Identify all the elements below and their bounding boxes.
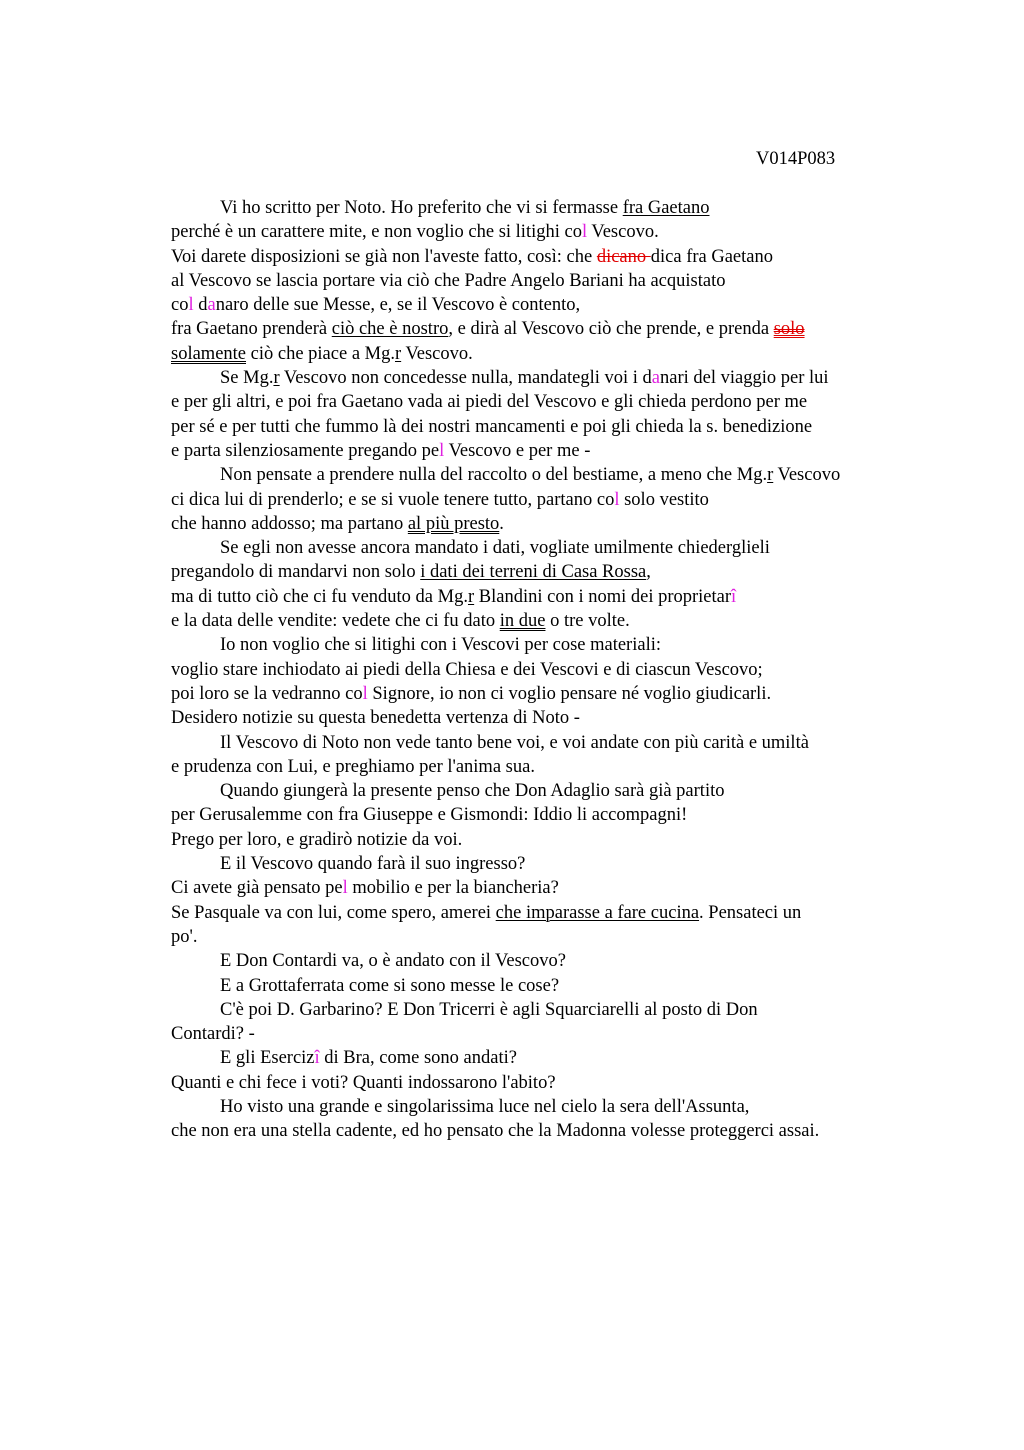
- text-segment: Vescovo non concedesse nulla, mandategli voi i d: [279, 368, 652, 389]
- text-line: [171, 852, 951, 876]
- text-line: [171, 731, 951, 755]
- underlined-text: che imparasse a fare cucina: [495, 902, 700, 923]
- text-line: [171, 901, 951, 925]
- text-line: [171, 317, 951, 341]
- text-line: [171, 609, 951, 633]
- inserted-letter: î: [314, 1048, 320, 1069]
- text-segment: e parta silenziosamente pregando pe: [171, 440, 440, 461]
- text-segment: Ci avete già pensato pe: [171, 878, 343, 899]
- text-line: [171, 949, 951, 973]
- text-line: [171, 293, 951, 317]
- text-line: [171, 366, 951, 390]
- text-segment: e prudenza con Lui, e preghiamo per l'anima sua.: [171, 756, 535, 777]
- text-line: [171, 828, 951, 852]
- text-segment: naro delle sue Messe, e, se il Vescovo è contento,: [215, 295, 581, 316]
- text-segment: Se Mg.: [220, 368, 274, 389]
- text-segment: dica fra Gaetano: [650, 246, 773, 267]
- text-line: [171, 803, 951, 827]
- text-line: [171, 876, 951, 900]
- text-segment: Desidero notizie su questa benedetta vertenza di Noto -: [171, 708, 580, 729]
- underlined-text: r: [394, 343, 402, 364]
- text-segment: Vescovo: [773, 465, 841, 486]
- underlined-text: r: [273, 368, 280, 389]
- text-segment: ci dica lui di prenderlo; e se si vuole tenere tutto, partano co: [171, 489, 615, 510]
- inserted-letter: î: [731, 586, 737, 607]
- text-line: [171, 974, 951, 998]
- text-line: [171, 706, 951, 730]
- text-line: [171, 342, 951, 366]
- text-line: [171, 1046, 951, 1070]
- text-line: [171, 560, 951, 584]
- text-segment: Il Vescovo di Noto non vede tanto bene voi, e voi andate con più carità e umiltà: [220, 732, 809, 753]
- text-segment: ,: [646, 562, 651, 583]
- text-segment: Signore, io non ci voglio pensare né voglio giudicarli.: [367, 683, 772, 704]
- text-segment: Se Pasquale va con lui, come spero, amerei: [171, 902, 496, 923]
- text-segment: E il Vescovo quando farà il suo ingresso?: [220, 854, 526, 875]
- text-segment: C'è poi D. Garbarino? E Don Tricerri è agli Squarciarelli al posto di Don: [220, 999, 758, 1020]
- text-segment: o tre volte.: [545, 611, 630, 632]
- text-segment: pregandolo di mandarvi non solo: [171, 562, 421, 583]
- underlined-text: fra Gaetano: [622, 198, 710, 218]
- text-segment: E Don Contardi va, o è andato con il Vescovo?: [220, 951, 566, 972]
- text-segment: E gli Eserciz: [220, 1048, 315, 1069]
- text-segment: e per gli altri, e poi fra Gaetano vada ai piedi del Vescovo e gli chieda perdono per me: [171, 392, 808, 413]
- text-segment: Quanti e chi fece i voti? Quanti indossarono l'abito?: [171, 1072, 556, 1093]
- text-segment: Vescovo.: [587, 222, 659, 243]
- text-segment: Non pensate a prendere nulla del raccolto o del bestiame, a meno che Mg.: [220, 465, 768, 486]
- inserted-letter: l: [614, 489, 620, 510]
- inserted-letter: l: [439, 440, 445, 461]
- text-segment: ciò che piace a Mg.: [246, 343, 395, 364]
- text-segment: che hanno addosso; ma partano: [171, 513, 408, 534]
- double-underlined-text: in due: [499, 611, 546, 632]
- underlined-text: r: [467, 586, 475, 607]
- text-line: [171, 536, 951, 560]
- double-underlined-text: al più presto: [407, 513, 500, 534]
- text-segment: Vescovo.: [401, 343, 473, 364]
- inserted-letter: a: [651, 368, 660, 389]
- text-segment: Io non voglio che si litighi con i Vescovi per cose materiali:: [220, 635, 661, 656]
- text-line: [171, 439, 951, 463]
- text-line: [171, 779, 951, 803]
- letter-body: [171, 196, 951, 1144]
- text-line: [171, 463, 951, 487]
- text-segment: solo vestito: [619, 489, 709, 510]
- text-segment: Vescovo e per me -: [444, 440, 591, 461]
- text-line: [171, 196, 951, 220]
- underlined-text: i dati dei terreni di Casa Rossa: [420, 562, 647, 583]
- text-segment: Blandini con i nomi dei proprietar: [474, 586, 732, 607]
- text-line: [171, 1022, 951, 1046]
- text-segment: di Bra, come sono andati?: [319, 1048, 517, 1069]
- text-segment: e la data delle vendite: vedete che ci fu dato: [171, 611, 500, 632]
- text-segment: Se egli non avesse ancora mandato i dati, vogliate umilmente chiederglieli: [220, 538, 770, 559]
- text-segment: , e dirà al Vescovo ciò che prende, e prenda: [448, 319, 774, 340]
- inserted-letter: l: [342, 878, 348, 899]
- text-line: [171, 682, 951, 706]
- text-line: [171, 755, 951, 779]
- text-segment: Ho visto una grande e singolarissima luce nel cielo la sera dell'Assunta,: [220, 1096, 750, 1117]
- text-segment: E a Grottaferrata come si sono messe le cose?: [220, 975, 560, 996]
- text-segment: Contardi? -: [171, 1024, 255, 1045]
- text-segment: Quando giungerà la presente penso che Don Adaglio sarà già partito: [220, 781, 725, 802]
- text-line: [171, 658, 951, 682]
- double-underlined-text: solamente: [171, 343, 247, 364]
- text-segment: . Pensateci un: [699, 902, 802, 923]
- deleted-text: dicano: [596, 246, 651, 267]
- text-line: [171, 1119, 951, 1143]
- text-line: [171, 220, 951, 244]
- text-segment: po'.: [171, 926, 198, 947]
- text-line: [171, 1095, 951, 1119]
- deleted-text: solo: [773, 319, 805, 340]
- text-segment: co: [171, 295, 189, 316]
- text-line: [171, 390, 951, 414]
- text-segment: ma di tutto ciò che ci fu venduto da Mg.: [171, 586, 468, 607]
- underlined-text: ciò che è nostro: [331, 319, 449, 340]
- underlined-text: r: [767, 465, 774, 486]
- text-segment: per Gerusalemme con fra Giuseppe e Gismondi: Iddio li accompagni!: [171, 805, 688, 826]
- text-line: [171, 245, 951, 269]
- text-line: [171, 415, 951, 439]
- text-line: [171, 488, 951, 512]
- text-segment: Voi darete disposizioni se già non l'aveste fatto, così: che: [171, 246, 597, 267]
- text-segment: mobilio e per la biancheria?: [347, 878, 559, 899]
- text-segment: al Vescovo se lascia portare via ciò che Padre Angelo Bariani ha acquistato: [171, 270, 726, 291]
- text-line: [171, 585, 951, 609]
- inserted-letter: l: [362, 683, 368, 704]
- text-segment: perché è un carattere mite, e non voglio che si litighi co: [171, 222, 582, 243]
- text-segment: Prego per loro, e gradirò notizie da voi.: [171, 829, 463, 850]
- text-line: [171, 1071, 951, 1095]
- text-segment: per sé e per tutti che fummo là dei nostri mancamenti e poi gli chieda la s. benedizione: [171, 416, 813, 437]
- text-segment: che non era una stella cadente, ed ho pensato che la Madonna volesse proteggerci assai.: [171, 1121, 820, 1142]
- text-segment: voglio stare inchiodato ai piedi della Chiesa e dei Vescovi e di ciascun Vescovo;: [171, 659, 763, 680]
- inserted-letter: a: [207, 295, 216, 316]
- page-identifier: V014P083: [756, 149, 836, 169]
- text-segment: nari del viaggio per lui: [660, 368, 829, 389]
- text-segment: fra Gaetano prenderà: [171, 319, 332, 340]
- inserted-letter: l: [188, 295, 194, 316]
- text-line: [171, 925, 951, 949]
- text-line: [171, 633, 951, 657]
- text-segment: d: [193, 295, 208, 316]
- text-segment: Vi ho scritto per Noto. Ho preferito che vi si fermasse: [220, 198, 623, 218]
- text-line: [171, 998, 951, 1022]
- text-line: [171, 512, 951, 536]
- text-segment: poi loro se la vedranno co: [171, 683, 363, 704]
- text-line: [171, 269, 951, 293]
- text-segment: .: [499, 513, 504, 534]
- inserted-letter: l: [581, 222, 588, 243]
